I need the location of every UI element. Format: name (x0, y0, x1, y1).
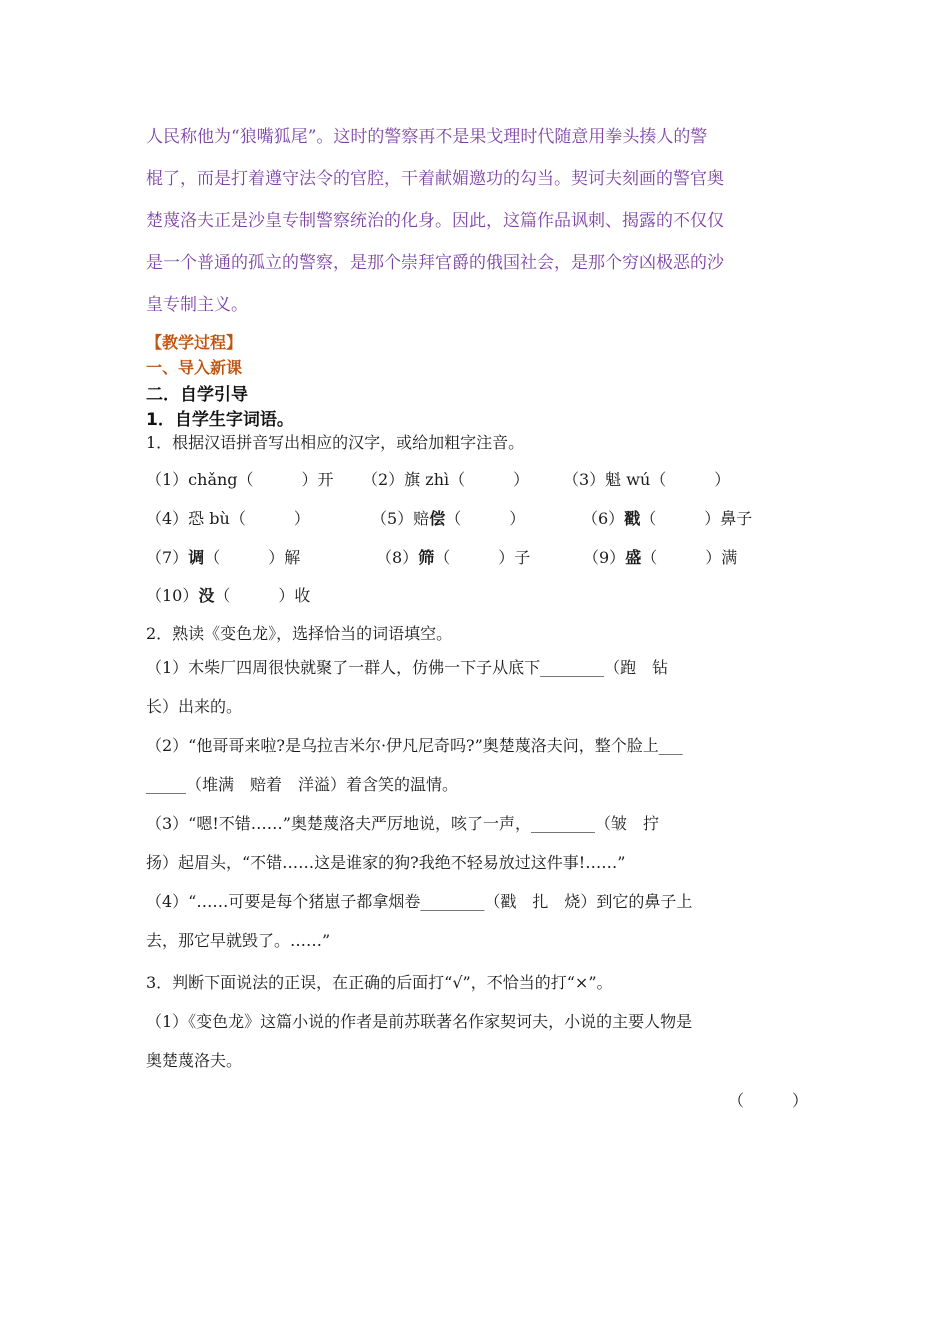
q1-item: （10）没（ ）收 (146, 586, 311, 605)
q3-line: 奥楚蔑洛夫。 (146, 1051, 243, 1070)
q1-item: （3）魁 wú（ ） (563, 470, 731, 489)
q2-line: _____（堆满 赔着 洋溢）着含笑的温情。 (146, 775, 459, 794)
q2-body (146, 648, 806, 960)
heading-intro-lesson: 一、导入新课 (146, 358, 243, 377)
q1-item: （2）旗 zhì（ ） (362, 470, 530, 489)
heading-self-study: 二．自学引导 (146, 385, 248, 405)
q1-item: （5）赔偿（ ） (371, 509, 526, 528)
intro-line: 棍了，而是打着遵守法令的官腔，干着献媚邀功的勾当。契诃夫刻画的警官奥 (146, 169, 724, 189)
intro-line: 是一个普通的孤立的警察，是那个崇拜官爵的俄国社会，是那个穷凶极恶的沙 (146, 253, 724, 273)
intro-line: 人民称他为“狼嘴狐尾”。这时的警察再不是果戈理时代随意用拳头揍人的警 (146, 127, 708, 147)
intro-paragraph (146, 117, 806, 325)
q1-item: （7）调（ ）解 (146, 548, 301, 567)
intro-line: 楚蔑洛夫正是沙皇专制警察统治的化身。因此，这篇作品讽刺、揭露的不仅仅 (146, 211, 724, 231)
q1-item: （4）恐 bù（ ） (146, 509, 310, 528)
q2-line: 长）出来的。 (146, 697, 243, 716)
q2-prompt: 2．熟读《变色龙》，选择恰当的词语填空。 (146, 624, 453, 643)
q2-line: （2）“他哥哥来啦?是乌拉吉米尔·伊凡尼奇吗?”奥楚蔑洛夫问，整个脸上___ (146, 736, 683, 755)
q1-item: （1）chǎng（ ）开 (146, 470, 334, 489)
q2-line: （4）“……可要是每个猪崽子都拿烟卷________（戳 扎 烧）到它的鼻子上 (146, 892, 693, 911)
q2-line: （3）“嗯!不错……”奥楚蔑洛夫严厉地说，咳了一声，________（皱 拧 (146, 814, 659, 833)
intro-line: 皇专制主义。 (146, 295, 248, 315)
q1-item: （6）戳（ ）鼻子 (582, 509, 753, 528)
q2-line: 去，那它早就毁了。……” (146, 931, 331, 950)
q3-prompt: 3．判断下面说法的正误，在正确的后面打“√”，不恰当的打“×”。 (146, 973, 613, 992)
q3-answer-box[interactable]: （ ） (728, 1091, 809, 1110)
q1-prompt: 1．根据汉语拼音写出相应的汉字，或给加粗字注音。 (146, 433, 525, 452)
heading-teaching-process: 【教学过程】 (146, 333, 243, 352)
q3-line: （1）《变色龙》这篇小说的作者是前苏联著名作家契诃夫，小说的主要人物是 (146, 1012, 693, 1031)
q2-line: （1）木柴厂四周很快就聚了一群人，仿佛一下子从底下________（跑 钻 (146, 658, 669, 677)
q1-item: （9）盛（ ）满 (583, 548, 738, 567)
sub-heading-vocabulary: 1．自学生字词语。 (146, 410, 294, 430)
q1-item: （8）筛（ ）子 (376, 548, 531, 567)
q3-body (146, 1002, 806, 1080)
q2-line: 扬）起眉头，“不错……这是谁家的狗?我绝不轻易放过这件事!……” (146, 853, 626, 872)
